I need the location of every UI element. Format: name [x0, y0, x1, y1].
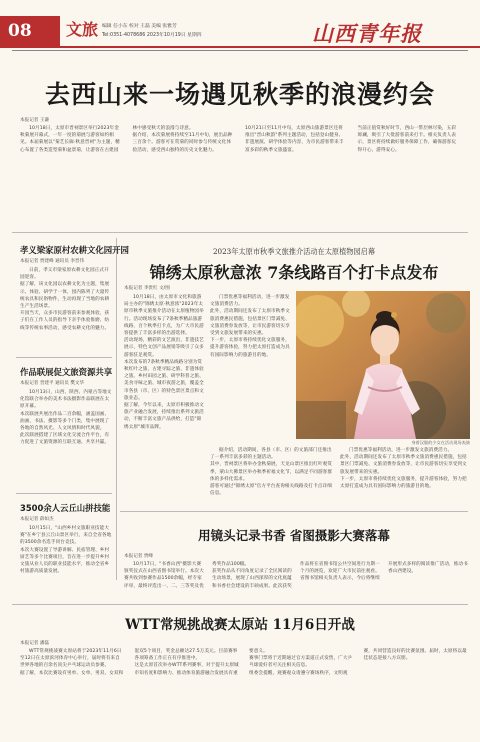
photo-caption: 身着汉服的少女在活动现场表演	[411, 440, 470, 445]
photo-contest-byline: 本报记者 贾峰	[124, 554, 154, 559]
article-body-exhibition: 10月13日，山西、陕西、内蒙古等地文化馆联合举办的美术书法摄影作品联展在太原开幕。 本次联展共展出作品二百余幅，涵盖国画、油画、书法、摄影等多个门类，集中展现了各地的自然风光、人文风情和时代风貌。 此次联展搭建了区域文化交流合作平台，有力促进了文旅资源的互联互通、共享共赢。	[20, 390, 112, 446]
left-rule-1	[16, 357, 112, 358]
feature-body-col2: 门票优惠等福利活动，进一步激发文旅消费活力。 此外，活动期间还发布了太原市秋季文旅消费惠民措施，包括景区门票减免、文旅消费券发放等，让市民游客切实享受到文旅发展带来的实惠。 下一步，太原市将持续优化文旅服务，提升游客体验，努力把太原打造成为具有国际影响力的旅游目的地。	[210, 295, 290, 358]
article-body-yunqiushan: 10月15日，"山西乡村文旅职业技能大赛"在乡宁县云丘山景区举行，来自全省各地的3500余名选手同台竞技。 本次大赛设置了导游讲解、民宿管理、乡村厨艺等多个比赛项目，旨在进一步提升乡村文旅从业人员的职业技能水平，推动全省乡村旅游高质量发展。	[20, 526, 112, 575]
article-byline-yunqiushan: 本报记者 薛如杰	[20, 517, 54, 522]
wtt-body: WTT常规挑战赛太原站将于2023年11月6日至12日在太原滨河体育中心举行，届时将有来自世界各地的百余名顶尖乒乓球运动员参赛。 据了解，本次比赛设有男单、女单、男双、女双和混双5个项目，奖金总额达27.5万美元。目前赛事各项筹备工作正在有序推进中。 这是太原首次举办WTT系列赛事，对于提升太原城市知名度和影响力、推动体育旅游融合发展具有重要意义。 赛事门票将于近期通过官方渠道正式发售，广大乒乓球爱好者可关注相关信息。 组委会提醒，观赛观众请遵守赛场秩序，文明观赛，共同营造良好的比赛氛围。届时，太原将以最佳状态迎接八方宾朋。	[20, 649, 467, 676]
lead-article-body: 10月18日，太原市晋祠景区举行2023年金秋菊展开幕式，一年一度的菊展与游客如约相见。本届菊展以"菊艺长廊·秋意晋祠"为主题，精心布置了各类造型菊和盆景菊，让游客在古建园林中感受秋天的浪漫与诗意。 据介绍，本次菊展将持续至11月中旬，展出品种三百余个。游客可在赏菊的同时参与传统文化体验活动，感受西山独特的历史文化魅力。 10月21日至11月中旬，太原西山旅游景区还将推出"晋山秋韵"系列主题活动，包括登山健身、非遗展演、研学体验等内容，为市民游客带来丰富多彩的秋季文旅盛宴。 当前正值赏秋好时节，西山一带层林尽染，五彩斑斓，吸引了大批游客前来打卡。相关负责人表示，景区将持续做好服务保障工作，确保游客玩得开心、游得安心。	[20, 126, 457, 153]
feature-body-col3: 据介绍，活动期间，各县（市、区）的文旅部门还推出了一系列丰富多彩的主题活动。 其中，晋祠景区将举办金秋菊展，天龙山景区推出红叶观赏季，蒙山大佛景区举办秋季祈福文化节，以满足不同游客群体的多样化需求。 游客可通过"锦绣太原"官方平台查询相关线路及打卡点详细信息。	[210, 448, 333, 497]
photo-illustration	[296, 291, 470, 439]
feature-bottom-rule	[120, 511, 468, 512]
wtt-headline: WTT常规挑战赛太原站 11月6日开战	[125, 617, 355, 633]
article-title-yunqiushan: 3500余人云丘山拼技能	[20, 503, 111, 513]
hanfu-performer-photo	[296, 291, 470, 439]
section-name: 文旅	[66, 20, 99, 39]
photo-contest-body: 10月17日，"书香山西"摄影大赛颁奖仪式在山西省图书馆举行。本次大赛共收到参赛作品1500余幅，经专家评审，最终评选出一、二、三等奖及优秀奖作品100幅。 获奖作品从不同角度记录了全民阅读的生动场景，展现了山西深厚的文化底蕴和书香社会建设的丰硕成果。此次获奖作品将在省图书馆公共空间进行为期一个月的展览，欢迎广大市民前往观看。 省图书馆相关负责人表示，今后将继续开展形式多样的阅读推广活动，推动书香山西建设。	[124, 562, 468, 589]
main-headline: 去西山来一场遇见秋季的浪漫约会	[44, 80, 435, 109]
feature-body-col1: 10月18日，由太原市文化和旅游局主办的"锦绣太原·秋意浓"2023年太原市秋季文旅推介活动在太原植物园举行。活动现场发布了7条秋季精品旅游线路、百个秋季打卡点，为广大市民游客提供了丰富多样的出游选择。 活动现场，精彩的文艺演出、非遗技艺展示、特色文创产品展销等吸引了众多游客驻足观赏。 本次发布的7条秋季精品线路分别为赏秋红叶之旅、古建寻踪之旅、非遗体验之旅、乡村田园之旅、研学科普之旅、美食寻味之旅、城市夜游之旅，覆盖全市各县（市、区）的特色景区景点和文旅业态。 据了解，今年以来，太原市积极推动文旅产业融合发展，持续推出系列文旅活动，不断丰富文旅产品供给，打造"锦绣太原"城市品牌。	[124, 295, 204, 430]
article-title-liangjiayuan: 孝义梁家原村农耕文化园开园	[20, 245, 129, 255]
feature-byline: 本报记者 李贵红 文/图	[124, 286, 170, 291]
wtt-byline: 本报记者 潘磊	[20, 641, 50, 646]
editor-line: 编辑 任小东 校对 王磊 美编 张雅芳	[102, 24, 177, 29]
article-title-exhibition: 作品联展促文旅资源共享	[20, 367, 113, 377]
article-body-liangjiayuan: 日前，孝义市梁家原农耕文化园正式开园迎客。 据了解，该文化园以农耕文化为主题，集展示、体验、研学于一体，园内陈列了大量传统农具和民俗物件，生动再现了当地的农耕生产生活场景。 开园当天，众多市民游客前来参观体验，孩子们在工作人员的指导下亲手体验推磨、纺线等传统农事活动，感受农耕文化的魅力。	[20, 268, 110, 331]
header-rule	[0, 46, 480, 48]
wtt-top-rule	[12, 604, 468, 605]
lead-bottom-rule	[12, 232, 468, 233]
article-byline-liangjiayuan: 本报记者 贾建峰 通讯员 李晋伟	[20, 259, 85, 264]
feature-kicker: 2023年太原市秋季文旅推介活动在太原植物园启幕	[212, 247, 376, 256]
left-rule-2	[16, 493, 112, 494]
article-byline-exhibition: 本报记者 晋建平 通讯员 樊文华	[20, 381, 85, 386]
left-column-divider	[116, 238, 117, 580]
header-thin-rule	[12, 50, 468, 51]
feature-body-col4: 门票优惠等福利活动，进一步激发文旅消费活力。 此外，活动期间还发布了太原市秋季文旅消费惠民措施，包括景区门票减免、文旅消费券发放等，让市民游客切实享受到文旅发展带来的实惠。 下一步，太原市将持续优化文旅服务，提升游客体验，努力把太原打造成为具有国际影响力的旅游目的地。	[340, 448, 467, 490]
newspaper-brand: 山西青年报	[312, 21, 422, 46]
feature-headline: 锦绣太原秋意浓 7条线路百个打卡点发布	[149, 263, 439, 282]
lead-byline: 本报记者 王谦	[20, 118, 50, 123]
phone-date: Tel:0351-4078686 2023年10月19日 星期四	[102, 33, 202, 38]
photo-contest-headline: 用镜头记录书香 省图摄影大赛落幕	[198, 528, 390, 543]
page-number: 08	[0, 16, 60, 46]
